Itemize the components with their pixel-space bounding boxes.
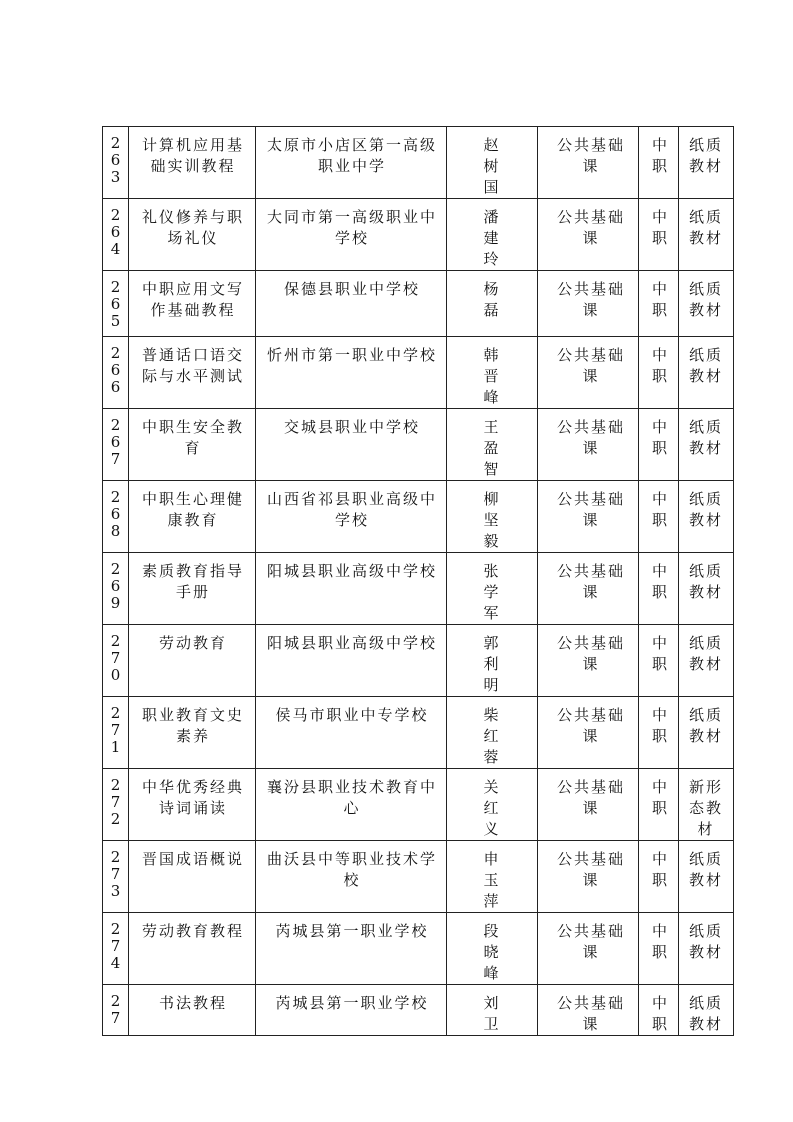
author-name: 柳 坚 毅 — [447, 481, 538, 553]
school-name: 太原市小店区第一高级职业中学 — [256, 127, 447, 199]
education-level: 中职 — [639, 481, 679, 553]
row-number: 2 7 2 — [103, 769, 129, 841]
school-name: 保德县职业中学校 — [256, 271, 447, 337]
row-number: 2 7 — [103, 985, 129, 1036]
row-number: 2 7 4 — [103, 913, 129, 985]
row-number: 2 6 7 — [103, 409, 129, 481]
author-name: 韩 晋 峰 — [447, 337, 538, 409]
table-row — [103, 913, 734, 985]
table-row — [103, 481, 734, 553]
table-row — [103, 199, 734, 271]
school-name: 侯马市职业中专学校 — [256, 697, 447, 769]
table-row — [103, 769, 734, 841]
row-number: 2 7 1 — [103, 697, 129, 769]
material-type: 纸质教材 — [679, 985, 734, 1036]
course-category: 公共基础课 — [538, 769, 639, 841]
table-row — [103, 625, 734, 697]
material-type: 纸质教材 — [679, 553, 734, 625]
author-name: 申 玉 萍 — [447, 841, 538, 913]
course-category: 公共基础课 — [538, 199, 639, 271]
material-type: 新形态教材 — [679, 769, 734, 841]
education-level: 中职 — [639, 913, 679, 985]
table-row — [103, 409, 734, 481]
course-name: 中华优秀经典诗词诵读 — [129, 769, 256, 841]
table-row — [103, 337, 734, 409]
course-name: 书法教程 — [129, 985, 256, 1036]
course-category: 公共基础课 — [538, 409, 639, 481]
material-type: 纸质教材 — [679, 625, 734, 697]
education-level: 中职 — [639, 409, 679, 481]
course-category: 公共基础课 — [538, 841, 639, 913]
education-level: 中职 — [639, 127, 679, 199]
material-type: 纸质教材 — [679, 841, 734, 913]
row-number: 2 6 6 — [103, 337, 129, 409]
education-level: 中职 — [639, 841, 679, 913]
course-name: 中职生安全教育 — [129, 409, 256, 481]
textbook-table — [102, 126, 734, 1036]
author-name: 关 红 义 — [447, 769, 538, 841]
author-name: 刘 卫 — [447, 985, 538, 1036]
row-number: 2 6 4 — [103, 199, 129, 271]
school-name: 山西省祁县职业高级中学校 — [256, 481, 447, 553]
education-level: 中职 — [639, 337, 679, 409]
material-type: 纸质教材 — [679, 481, 734, 553]
course-category: 公共基础课 — [538, 697, 639, 769]
author-name: 杨 磊 — [447, 271, 538, 337]
education-level: 中职 — [639, 199, 679, 271]
author-name: 柴 红 蓉 — [447, 697, 538, 769]
course-category: 公共基础课 — [538, 625, 639, 697]
school-name: 交城县职业中学校 — [256, 409, 447, 481]
table-row — [103, 697, 734, 769]
row-number: 2 7 3 — [103, 841, 129, 913]
course-name: 劳动教育 — [129, 625, 256, 697]
material-type: 纸质教材 — [679, 913, 734, 985]
author-name: 张 学 军 — [447, 553, 538, 625]
material-type: 纸质教材 — [679, 337, 734, 409]
school-name: 芮城县第一职业学校 — [256, 985, 447, 1036]
row-number: 2 6 9 — [103, 553, 129, 625]
school-name: 忻州市第一职业中学校 — [256, 337, 447, 409]
course-name: 中职应用文写作基础教程 — [129, 271, 256, 337]
school-name: 芮城县第一职业学校 — [256, 913, 447, 985]
material-type: 纸质教材 — [679, 199, 734, 271]
course-category: 公共基础课 — [538, 985, 639, 1036]
school-name: 大同市第一高级职业中学校 — [256, 199, 447, 271]
author-name: 郭 利 明 — [447, 625, 538, 697]
course-name: 晋国成语概说 — [129, 841, 256, 913]
education-level: 中职 — [639, 769, 679, 841]
school-name: 襄汾县职业技术教育中心 — [256, 769, 447, 841]
material-type: 纸质教材 — [679, 271, 734, 337]
education-level: 中职 — [639, 625, 679, 697]
table-row — [103, 127, 734, 199]
education-level: 中职 — [639, 697, 679, 769]
row-number: 2 7 0 — [103, 625, 129, 697]
row-number: 2 6 8 — [103, 481, 129, 553]
row-number: 2 6 5 — [103, 271, 129, 337]
course-name: 劳动教育教程 — [129, 913, 256, 985]
author-name: 段 晓 峰 — [447, 913, 538, 985]
course-name: 中职生心理健康教育 — [129, 481, 256, 553]
material-type: 纸质教材 — [679, 409, 734, 481]
school-name: 阳城县职业高级中学校 — [256, 553, 447, 625]
material-type: 纸质教材 — [679, 697, 734, 769]
material-type: 纸质教材 — [679, 127, 734, 199]
course-name: 计算机应用基础实训教程 — [129, 127, 256, 199]
table-row — [103, 271, 734, 337]
course-category: 公共基础课 — [538, 913, 639, 985]
author-name: 潘 建 玲 — [447, 199, 538, 271]
education-level: 中职 — [639, 985, 679, 1036]
course-name: 职业教育文史素养 — [129, 697, 256, 769]
course-name: 普通话口语交际与水平测试 — [129, 337, 256, 409]
author-name: 王 盈 智 — [447, 409, 538, 481]
education-level: 中职 — [639, 553, 679, 625]
course-category: 公共基础课 — [538, 337, 639, 409]
author-name: 赵 树 国 — [447, 127, 538, 199]
table-row — [103, 841, 734, 913]
table-row — [103, 553, 734, 625]
course-category: 公共基础课 — [538, 553, 639, 625]
education-level: 中职 — [639, 271, 679, 337]
table-row — [103, 985, 734, 1036]
course-category: 公共基础课 — [538, 481, 639, 553]
school-name: 曲沃县中等职业技术学校 — [256, 841, 447, 913]
row-number: 2 6 3 — [103, 127, 129, 199]
course-name: 礼仪修养与职场礼仪 — [129, 199, 256, 271]
course-name: 素质教育指导手册 — [129, 553, 256, 625]
course-category: 公共基础课 — [538, 127, 639, 199]
course-category: 公共基础课 — [538, 271, 639, 337]
school-name: 阳城县职业高级中学校 — [256, 625, 447, 697]
